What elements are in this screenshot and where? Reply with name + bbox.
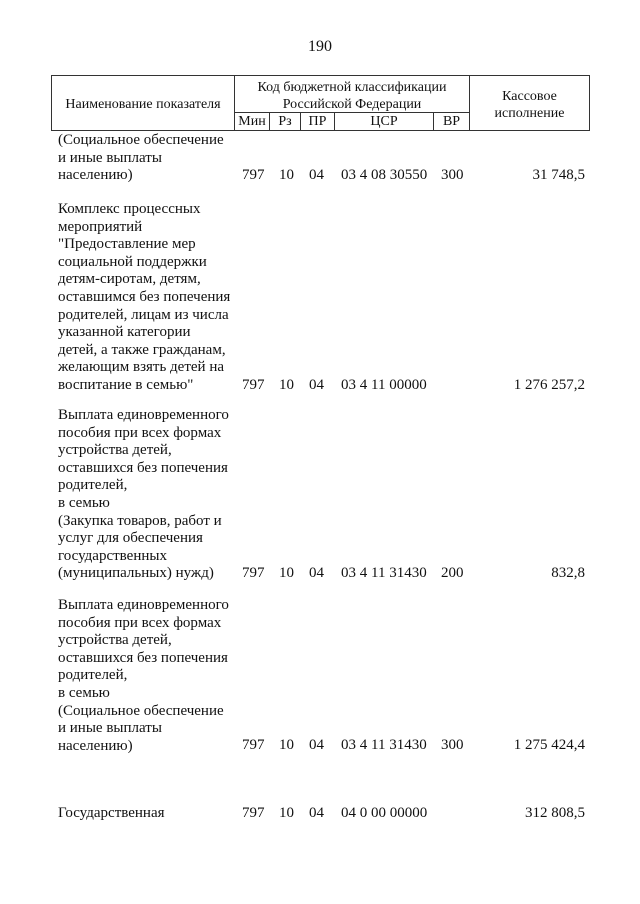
row-min: 797 — [242, 377, 265, 393]
row-vr: 300 — [441, 737, 464, 753]
row-name: Государственная — [58, 805, 165, 821]
header-name-column — [51, 75, 235, 131]
header-col-min: Мин — [234, 112, 270, 131]
row-name: (Социальное обеспечение и иные выплаты населению) — [58, 132, 224, 184]
row-vr: 300 — [441, 167, 464, 183]
page-number: 190 — [308, 38, 332, 55]
row-amount: 312 808,5 — [525, 805, 585, 821]
row-csr: 04 0 00 00000 — [341, 805, 428, 821]
row-min: 797 — [242, 737, 265, 753]
header-name-label: Наименование показателя — [65, 97, 221, 112]
row-min: 797 — [242, 805, 265, 821]
row-pr: 04 — [309, 805, 324, 821]
row-pr: 04 — [309, 167, 324, 183]
row-rz: 10 — [279, 565, 294, 581]
header-col-rz: Рз — [269, 112, 301, 131]
header-col-vr: ВР — [433, 112, 470, 131]
row-rz: 10 — [279, 377, 294, 393]
row-name: Выплата единовременного пособия при всех формах устройства детей, оставшихся без попечения родителей, в семью (Закупка товаров, работ и услуг для обеспечения государственных (муниципальных) нужд) — [58, 407, 229, 582]
row-vr: 200 — [441, 565, 464, 581]
row-amount: 31 748,5 — [532, 167, 585, 183]
row-csr: 03 4 11 31430 — [341, 737, 427, 753]
row-name: Выплата единовременного пособия при всех формах устройства детей, оставшихся без попечения родителей, в семью (Социальное обеспечение и иные выплаты населению) — [58, 597, 229, 754]
header-col-pr: ПР — [300, 112, 335, 131]
row-amount: 1 275 424,4 — [513, 737, 585, 753]
header-code-group: Код бюджетной классификации Российской Федерации — [234, 75, 470, 113]
row-min: 797 — [242, 167, 265, 183]
row-pr: 04 — [309, 565, 324, 581]
row-rz: 10 — [279, 737, 294, 753]
header-col-csr: ЦСР — [334, 112, 434, 131]
row-rz: 10 — [279, 167, 294, 183]
row-min: 797 — [242, 565, 265, 581]
header-amount-label: Кассовое исполнение — [494, 89, 565, 121]
row-csr: 03 4 11 31430 — [341, 565, 427, 581]
row-amount: 1 276 257,2 — [513, 377, 585, 393]
row-csr: 03 4 08 30550 — [341, 167, 428, 183]
row-amount: 832,8 — [551, 565, 585, 581]
row-csr: 03 4 11 00000 — [341, 377, 427, 393]
row-pr: 04 — [309, 377, 324, 393]
header-amount-column — [469, 75, 590, 131]
row-rz: 10 — [279, 805, 294, 821]
row-pr: 04 — [309, 737, 324, 753]
row-name: Комплекс процессных мероприятий "Предоставление мер социальной поддержки детям-сиротам, детям, оставшимся без попечения родителей, лицам из числа указанной категории детей, а также гражданам, желающим взять детей на воспитание в семью" — [58, 201, 231, 393]
